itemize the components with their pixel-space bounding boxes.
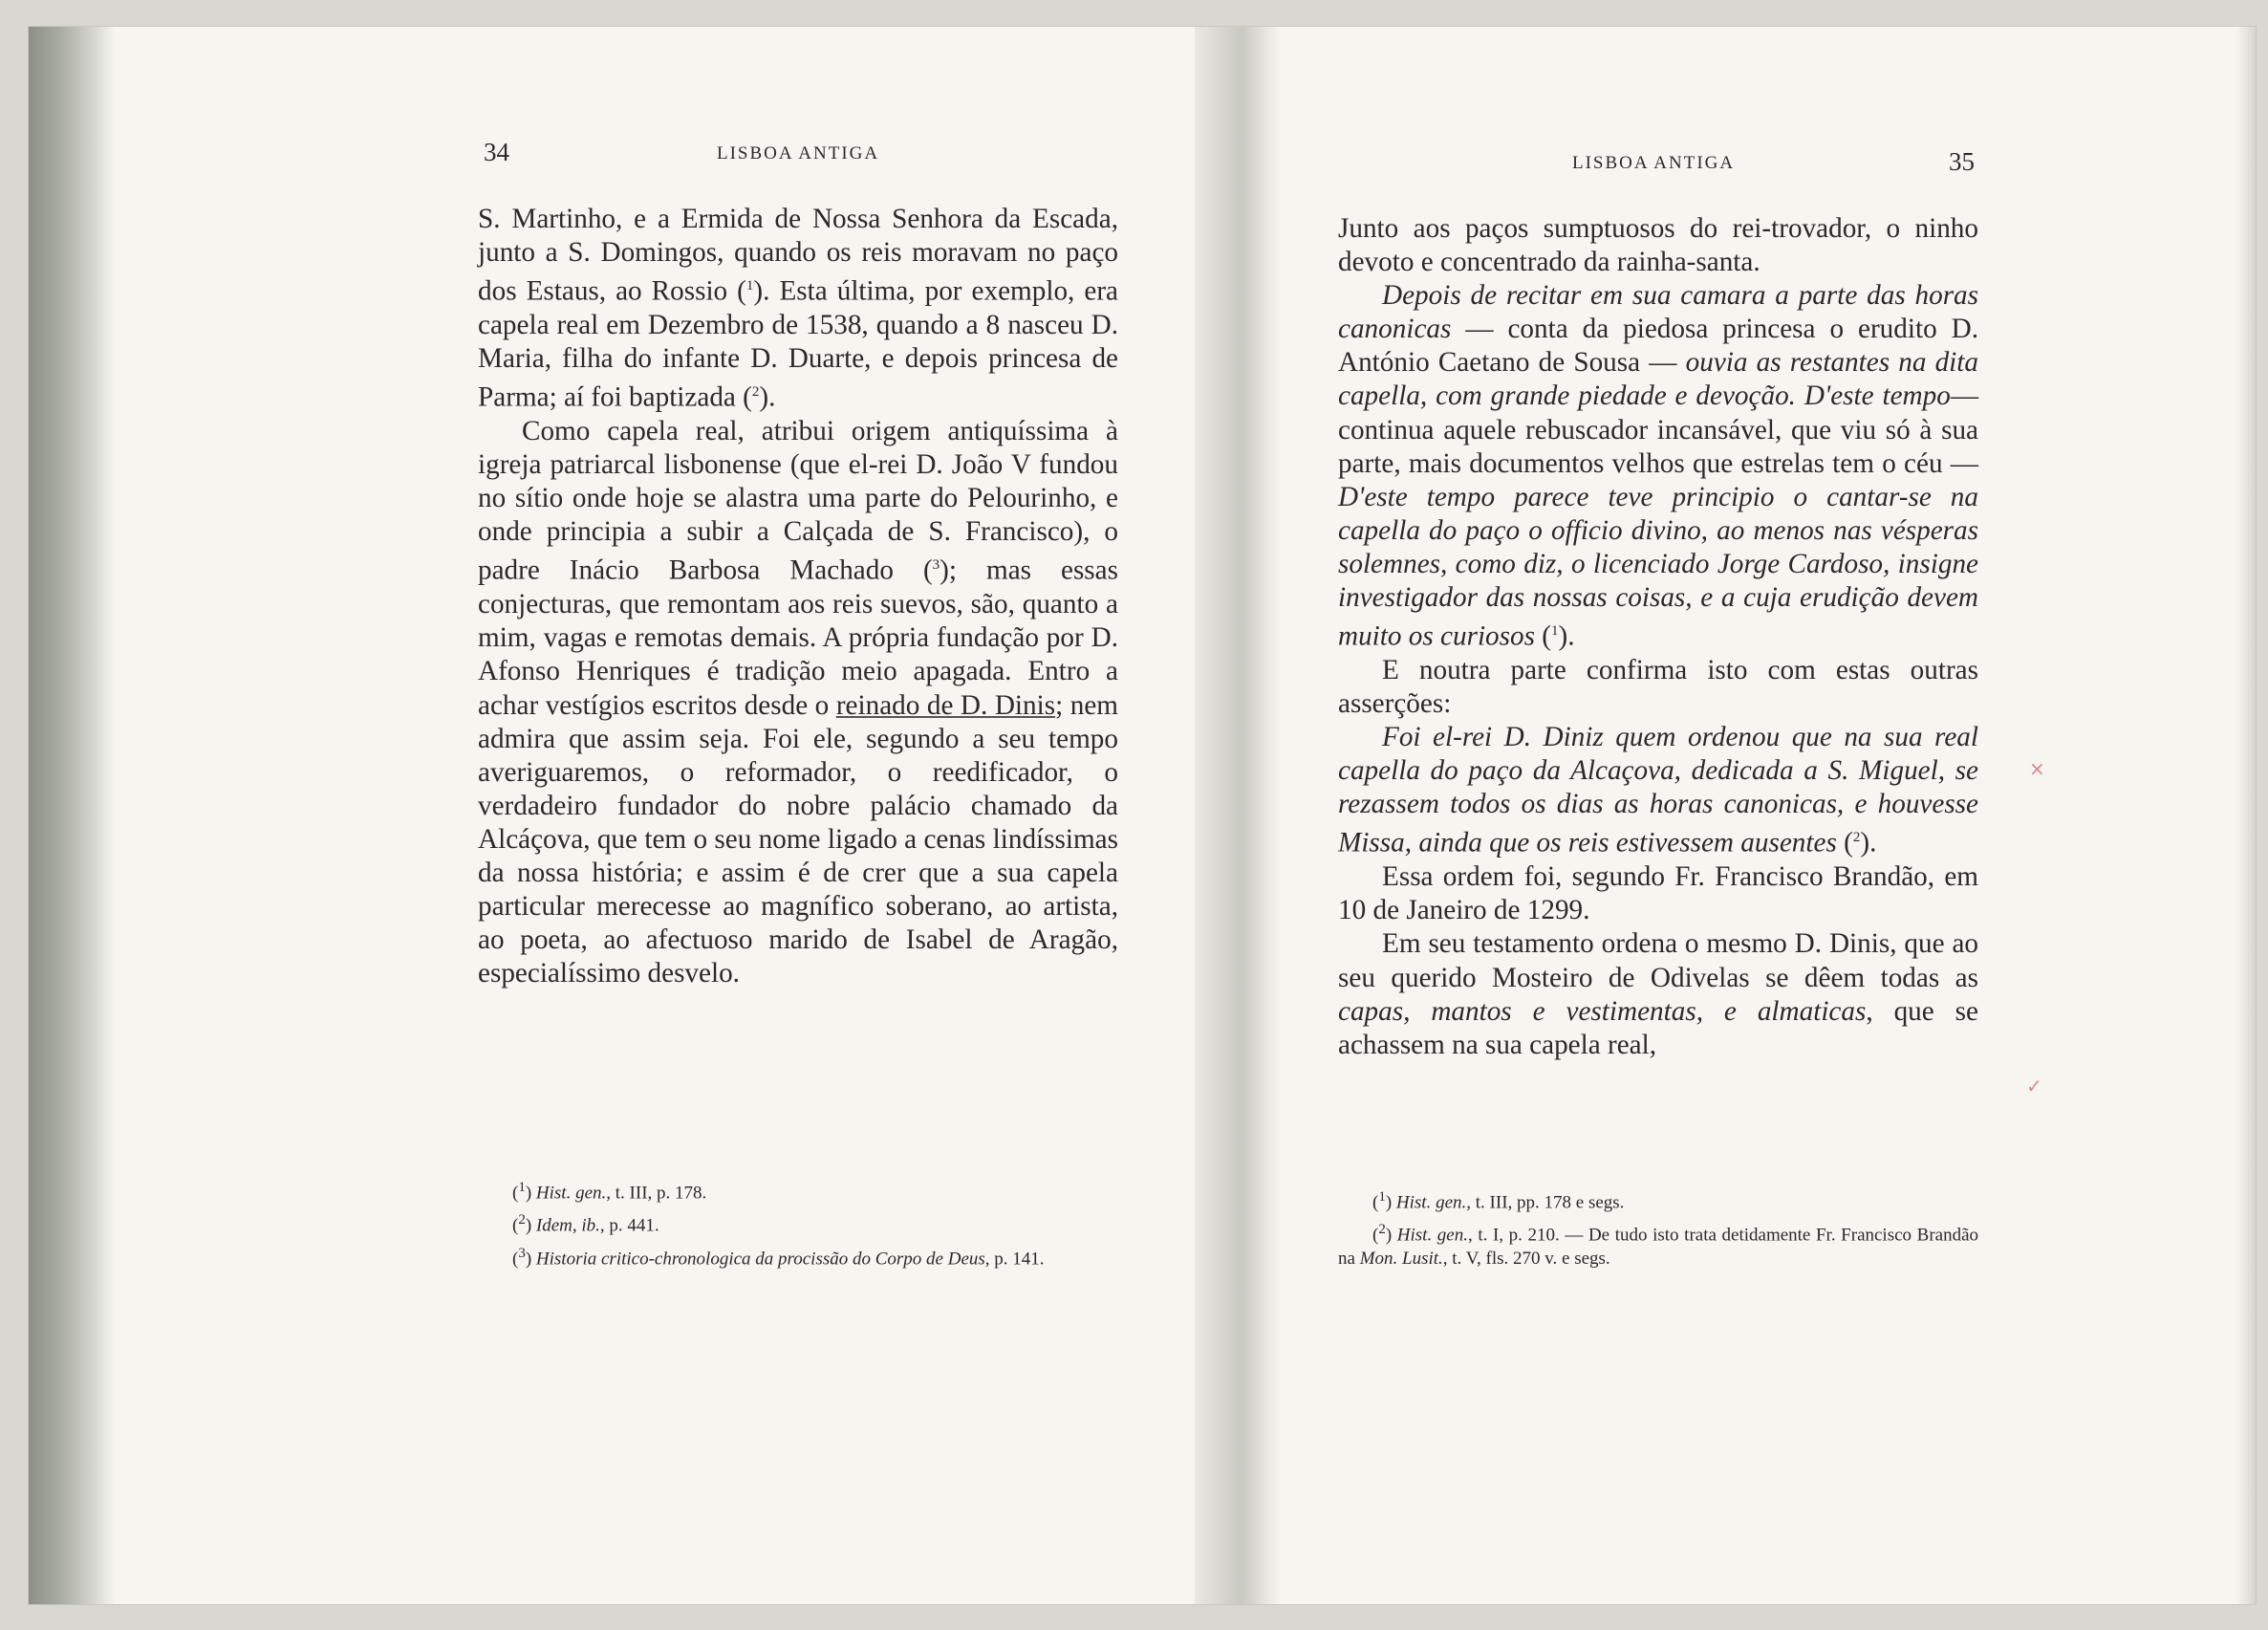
footnote-ref: 3 <box>932 557 940 574</box>
left-running-head <box>478 138 1118 182</box>
left-page-number: 34 <box>484 138 509 166</box>
footnote: ($^3$) Historia critico-chronologica da procissão do Corpo de Deus, p. 141. <box>512 1245 1045 1269</box>
footnote-ref: 1 <box>745 278 754 294</box>
footnote-ref: 2 <box>1852 830 1861 846</box>
underlined-run: reinado de D. Dinis <box>835 689 1056 721</box>
paragraph: Essa ordem foi, segundo Fr. Francisco Brandão, em 10 de Janeiro de 1299. <box>1338 861 1978 926</box>
italic-run: Hist. gen. <box>535 1183 607 1204</box>
paragraph: Foi el-rei D. Diniz quem ordenou que na sua real capella do paço da Alcaçova, dedicada a S. Miguel, se rezassem todos os dias as horas canonicas, e houvesse Missa, ainda que os reis estivessem ausentes ($^2$). <box>1338 722 1978 859</box>
right-running-title: LISBOA ANTIGA <box>1572 153 1736 173</box>
italic-run: capas, mantos e vestimentas, e almaticas <box>1338 995 1867 1027</box>
footnote-ref: 1 <box>1378 1189 1386 1205</box>
footnote-ref: 1 <box>518 1180 526 1195</box>
footnote-ref: 2 <box>751 384 760 401</box>
left-binding-shadow <box>29 27 115 1604</box>
margin-x-mark: × <box>2029 757 2045 780</box>
italic-run: Idem, ib. <box>535 1215 600 1236</box>
footnote: ($^2$) Idem, ib., p. 441. <box>512 1212 659 1236</box>
italic-run: ouvia as restantes na dita capella, com grande piedade e devoção. D'este tempo <box>1338 347 1978 412</box>
paragraph: Como capela real, atribui origem antiquíssima à igreja patriarcal lisbonense (que el-rei D. João V fundou no sítio onde hoje se alastra uma parte do Pelourinho, e onde principia a subir a Calçada de S. Francisco), o padre Inácio Barbosa Machado ($^3$); mas essas conjecturas, que remontam aos reis suevos, são, quanto a mim, vagas e remotas demais. A própria fundação por D. Afonso Henriques é tradição meio apagada. Entro a achar vestígios escritos desde o reinado de D. Dinis; nem admira que assim seja. Foi ele, segundo a seu tempo averiguaremos, o reformador, o reedificador, o verdadeiro fundador do nobre palácio chamado da Alcáçova, que tem o seu nome ligado a cenas lindíssimas da nossa história; e assim é de crer que a sua capela particular merecesse ao magnífico soberano, ao artista, ao poeta, ao afectuoso marido de Isabel de Aragão, especialíssimo desvelo. <box>478 416 1118 989</box>
right-edge-shadow <box>2236 27 2256 1604</box>
italic-run: Hist. gen. <box>1396 1225 1468 1246</box>
footnote: ($^1$) Hist. gen., t. III, pp. 178 e segs. <box>1372 1189 1625 1213</box>
footnote-ref: 3 <box>518 1245 526 1261</box>
left-page <box>478 138 1119 1269</box>
paragraph: Junto aos paços sumptuosos do rei-trovador, o ninho devoto e concentrado da rainha-santa. <box>1338 213 1978 278</box>
footnote: ($^2$) Hist. gen., t. I, p. 210. — De tudo isto trata detidamente Fr. Francisco Brandão na Mon. Lusit., t. V, fls. 270 v. e segs. <box>1338 1222 1979 1269</box>
left-running-title: LISBOA ANTIGA <box>717 143 880 163</box>
right-page <box>1338 147 1979 1269</box>
left-body-text <box>478 203 1118 990</box>
italic-run: D'este tempo parece teve principio o cantar-se na capella do paço o officio divino, ao menos nas vésperas solemnes, como diz, o licenciado Jorge Cardoso, insigne investigador das nossas coisas, e a cuja erudição devem muito os curiosos <box>1338 481 1978 652</box>
italic-run: Mon. Lusit. <box>1359 1248 1443 1269</box>
left-footnotes <box>478 1176 1118 1274</box>
right-running-head <box>1338 147 1978 191</box>
italic-run: Depois de recitar em sua camara a parte das horas canonicas <box>1338 280 1978 345</box>
italic-run: Foi el-rei D. Diniz quem ordenou que na sua real capella do paço da Alcaçova, dedicada a S. Miguel, se rezassem todos os dias as horas canonicas, e houvesse Missa, ainda que os reis estivessem ausentes <box>1338 722 1978 859</box>
paragraph: Depois de recitar em sua camara a parte das horas canonicas — conta da piedosa princesa o erudito D. António Caetano de Sousa — ouvia as restantes na dita capella, com grande piedade e devoção. D'este tempo—continua aquele rebuscador incansável, que viu só à sua parte, mais documentos velhos que estrelas tem o céu — D'este tempo parece teve principio o cantar-se na capella do paço o officio divino, ao menos nas vésperas solemnes, como diz, o licenciado Jorge Cardoso, insigne investigador das nossas coisas, e a cuja erudição devem muito os curiosos ($^1$). <box>1338 280 1978 652</box>
right-page-number: 35 <box>1949 147 1975 176</box>
italic-run: Hist. gen. <box>1395 1192 1467 1213</box>
center-fold <box>1195 27 1281 1604</box>
footnote-ref: 2 <box>1378 1222 1386 1238</box>
paragraph: Em seu testamento ordena o mesmo D. Dinis, que ao seu querido Mosteiro de Odivelas se dêem todas as capas, mantos e vestimentas, e almaticas, que se achassem na sua capela real, <box>1338 928 1978 1060</box>
right-footnotes <box>1338 1185 1978 1274</box>
italic-run: Historia critico-chronologica da procissão do Corpo de Deus <box>535 1248 985 1269</box>
right-body-text <box>1338 212 1978 1062</box>
footnote-ref: 2 <box>518 1212 526 1228</box>
footnote: ($^1$) Hist. gen., t. III, p. 178. <box>512 1180 707 1204</box>
paragraph: E noutra parte confirma isto com estas outras asserções: <box>1338 654 1978 720</box>
margin-check-mark: ✓ <box>2026 1075 2042 1098</box>
paragraph: S. Martinho, e a Ermida de Nossa Senhora da Escada, junto a S. Domingos, quando os reis moravam no paço dos Estaus, ao Rossio ($^1$). Esta última, por exemplo, era capela real em Dezembro de 1538, quando a 8 nasceu D. Maria, filha do infante D. Duarte, e depois princesa de Parma; aí foi baptizada ($^2$). <box>478 204 1119 413</box>
footnote-ref: 1 <box>1550 623 1559 640</box>
